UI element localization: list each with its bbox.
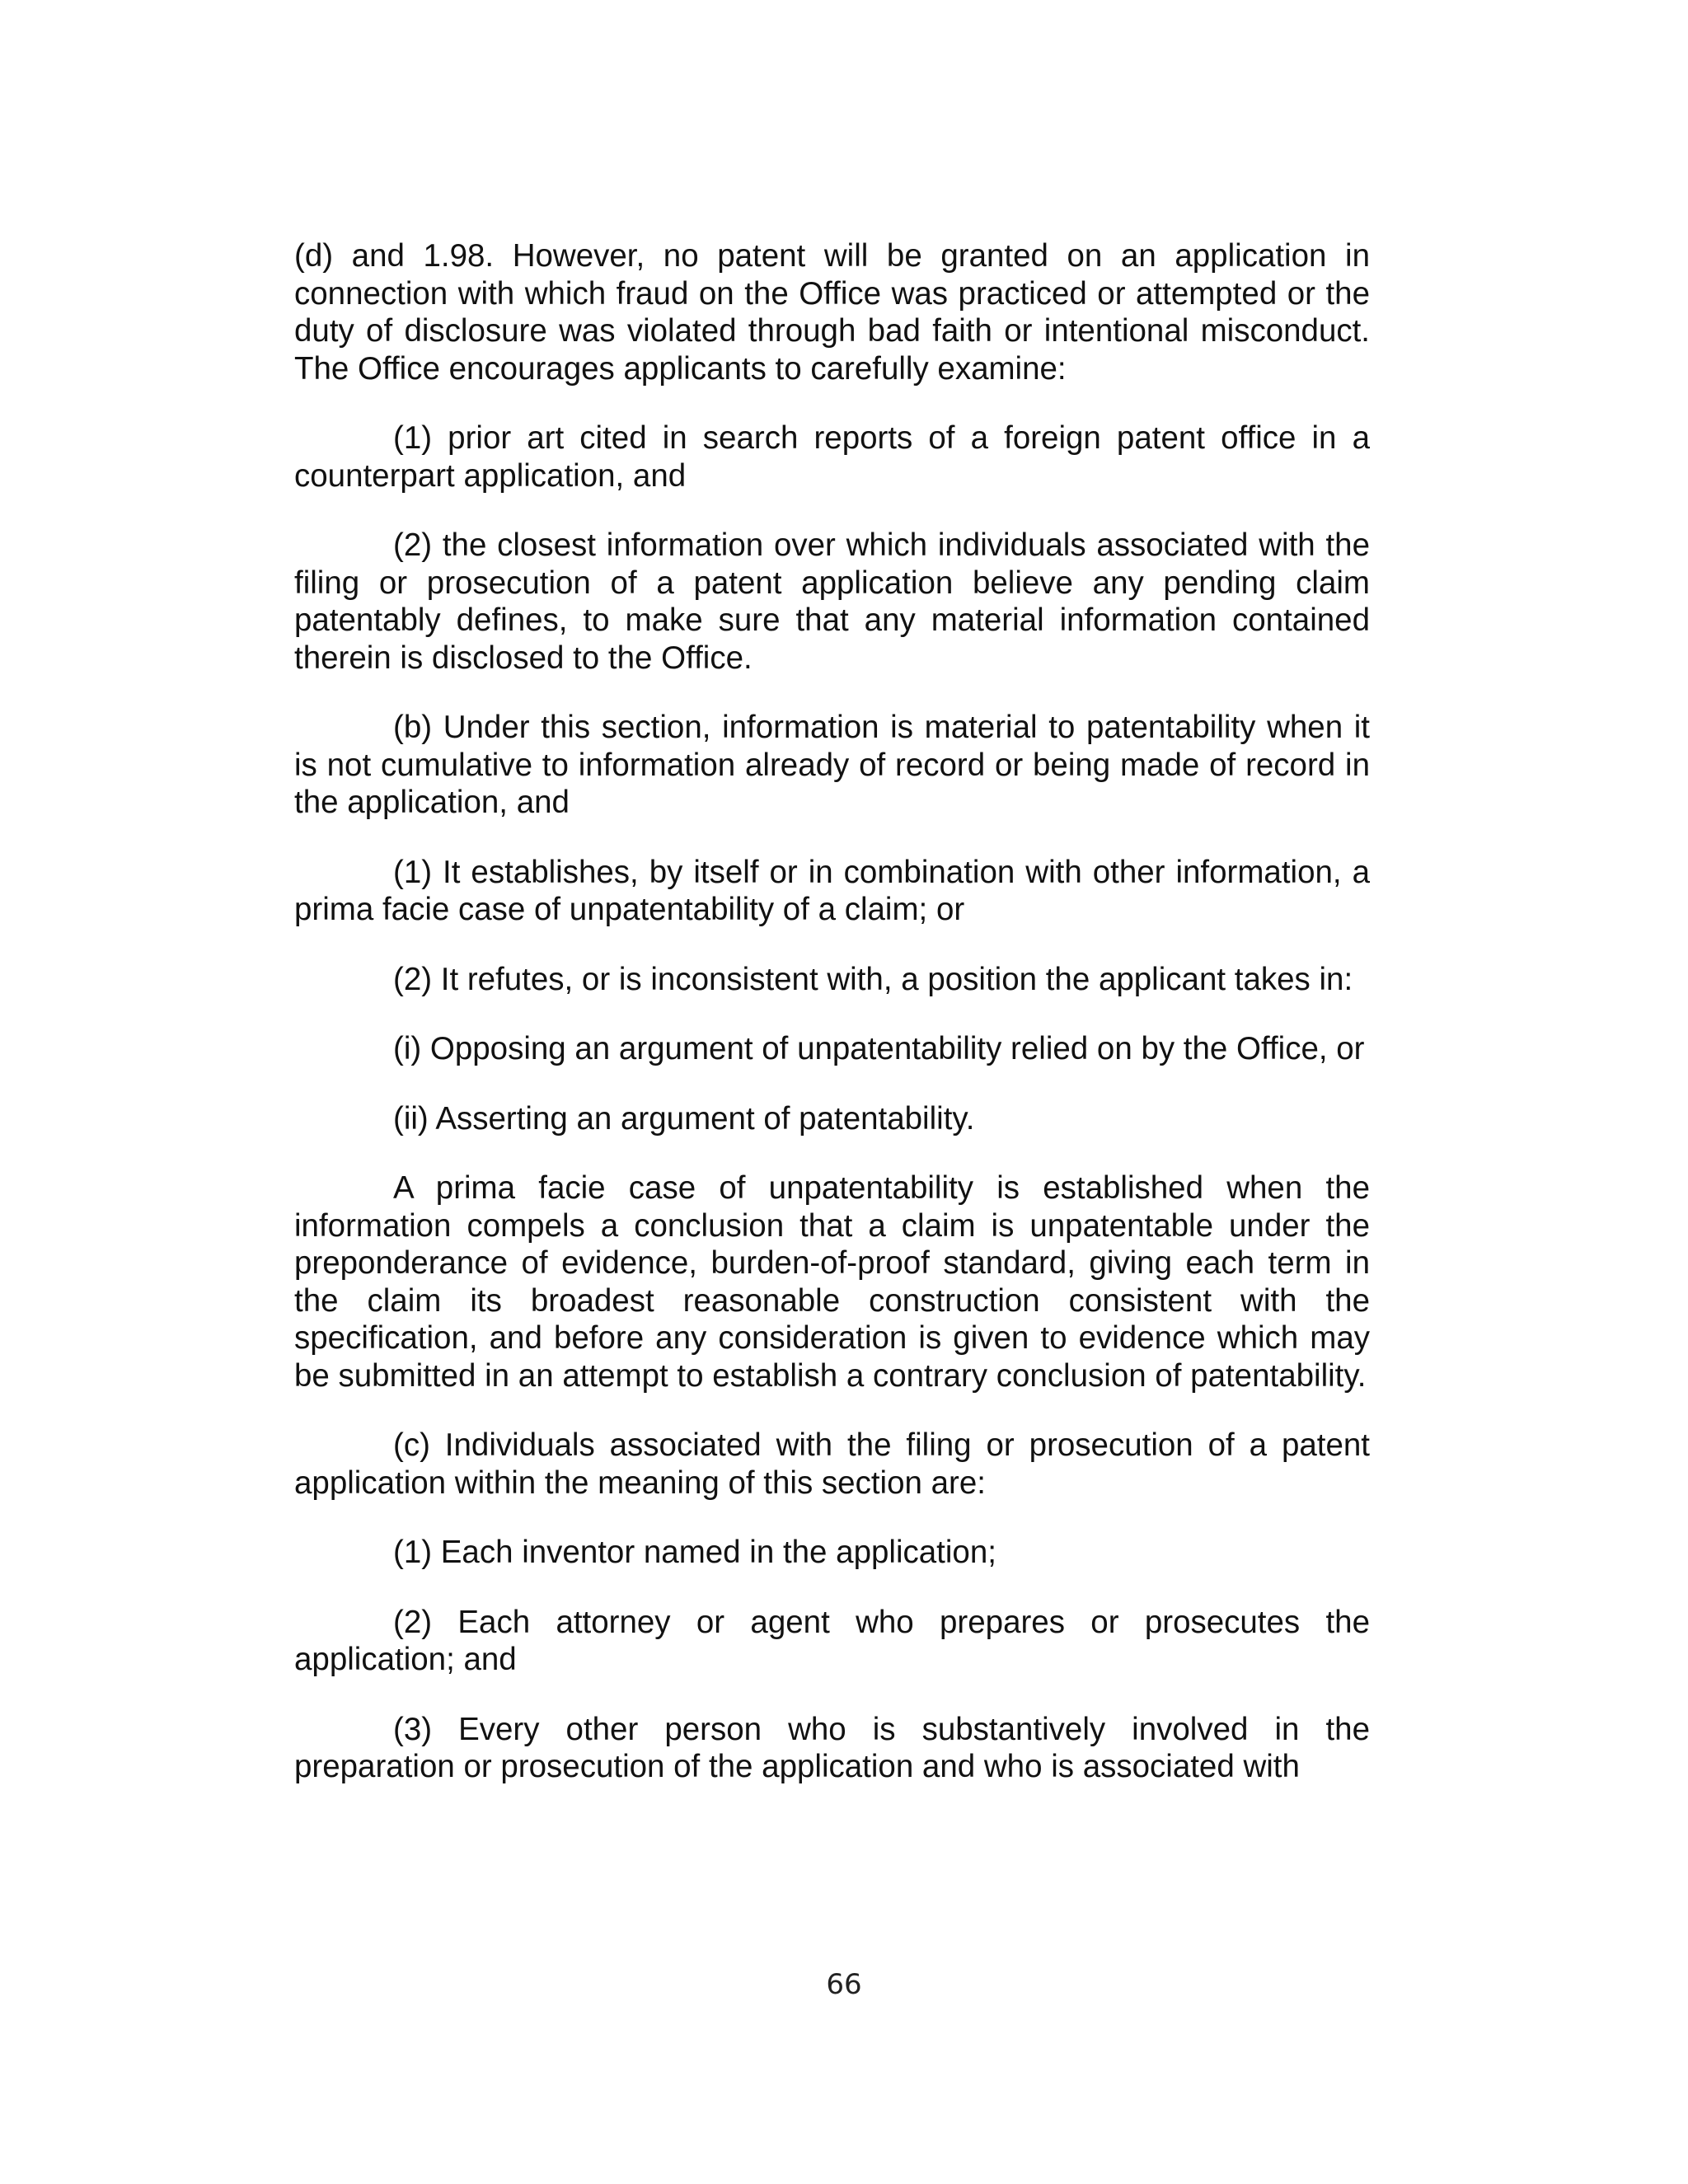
paragraph-continuation: (d) and 1.98. However, no patent will be granted on an application in connection with which fraud on the Office was practiced or attempted or the duty of disclosure was violated through bad faith or intentional misconduct. The Office encourages applicants to carefully examine:: [294, 238, 1370, 387]
paragraph-item-2-closest-information: (2) the closest information over which individuals associated with the filing or prosecution of a patent application believe any pending claim patentably defines, to make sure that any material information contained therein is disclosed to the Office.: [294, 527, 1370, 676]
paragraph-b-item-1: (1) It establishes, by itself or in combination with other information, a prima facie case of unpatentability of a claim; or: [294, 854, 1370, 927]
paragraph-b-item-2: (2) It refutes, or is inconsistent with, a position the applicant takes in:: [393, 961, 1353, 997]
paragraph-prima-facie: A prima facie case of unpatentability is established when the information compels a conclusion that a claim is unpatentable under the preponderance of evidence, burden-of-proof standard, giving each term in the claim its broadest reasonable construction consistent with the specification, and before any consideration is given to evidence which may be submitted in an attempt to establish a contrary conclusion of patentability.: [294, 1170, 1370, 1394]
paragraph-c-item-1: (1) Each inventor named in the application;: [393, 1535, 996, 1570]
paragraph-c-item-3: (3) Every other person who is substantively involved in the preparation or prosecution of the application and who is associated with: [294, 1711, 1370, 1784]
page-number: 66: [826, 1968, 862, 2001]
body-text: [294, 237, 1370, 1786]
paragraph-section-c: (c) Individuals associated with the filing or prosecution of a patent application within the meaning of this section are:: [294, 1427, 1370, 1501]
paragraph-c-item-2: (2) Each attorney or agent who prepares or prosecutes the application; and: [294, 1604, 1370, 1677]
paragraph-item-1-prior-art: (1) prior art cited in search reports of a foreign patent office in a counterpart application, and: [294, 420, 1370, 494]
paragraph-b-item-2-ii: (ii) Asserting an argument of patentability.: [393, 1100, 975, 1137]
paragraph-b-item-2-i: (i) Opposing an argument of unpatentability relied on by the Office, or: [393, 1031, 1365, 1066]
paragraph-section-b: (b) Under this section, information is material to patentability when it is not cumulative to information already of record or being made of record in the application, and: [294, 710, 1370, 820]
